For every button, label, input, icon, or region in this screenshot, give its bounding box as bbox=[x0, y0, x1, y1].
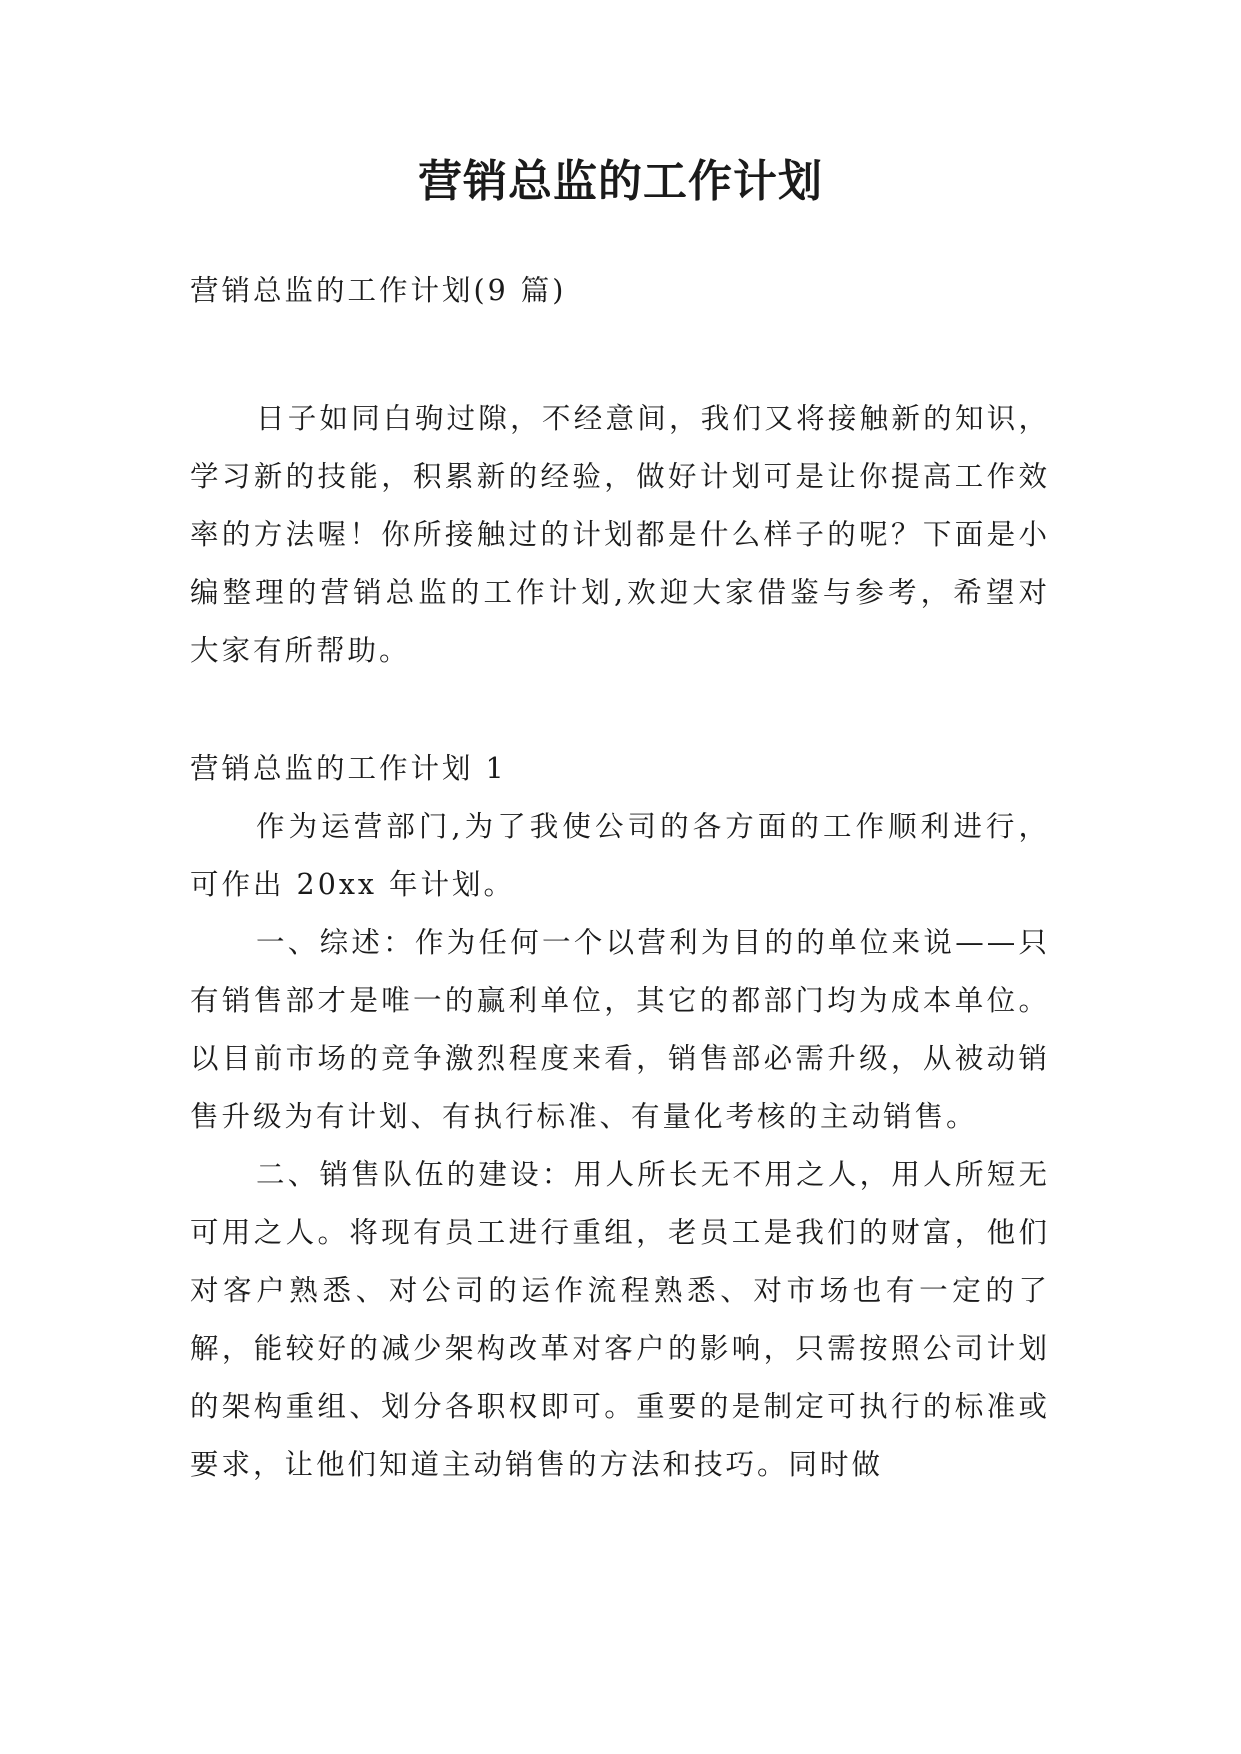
body-paragraph: 二、销售队伍的建设：用人所长无不用之人，用人所短无可用之人。将现有员工进行重组，老员工是我们的财富，他们对客户熟悉、对公司的运作流程熟悉、对市场也有一定的了解，能较好的减少架构改革对客户的影响，只需按照公司计划的架构重组、划分各职权即可。重要的是制定可执行的标准或要求，让他们知道主动销售的方法和技巧。同时做 bbox=[190, 1158, 1050, 1481]
section-heading: 营销总监的工作计划 1 bbox=[190, 752, 507, 785]
document-body bbox=[190, 262, 1050, 1494]
document-subtitle: 营销总监的工作计划(9 篇) bbox=[190, 274, 567, 307]
body-paragraph: 作为运营部门,为了我使公司的各方面的工作顺利进行，可作出 20xx 年计划。 bbox=[190, 810, 1050, 901]
document-title: 营销总监的工作计划 bbox=[418, 156, 823, 207]
intro-paragraph: 日子如同白驹过隙，不经意间，我们又将接触新的知识，学习新的技能，积累新的经验，做好计划可是让你提高工作效率的方法喔！你所接触过的计划都是什么样子的呢？下面是小编整理的营销总监的工作计划,欢迎大家借鉴与参考，希望对大家有所帮助。 bbox=[190, 402, 1050, 667]
body-paragraph: 一、综述：作为任何一个以营利为目的的单位来说——只有销售部才是唯一的赢利单位，其它的都部门均为成本单位。以目前市场的竞争激烈程度来看，销售部必需升级，从被动销售升级为有计划、有执行标准、有量化考核的主动销售。 bbox=[190, 926, 1050, 1133]
